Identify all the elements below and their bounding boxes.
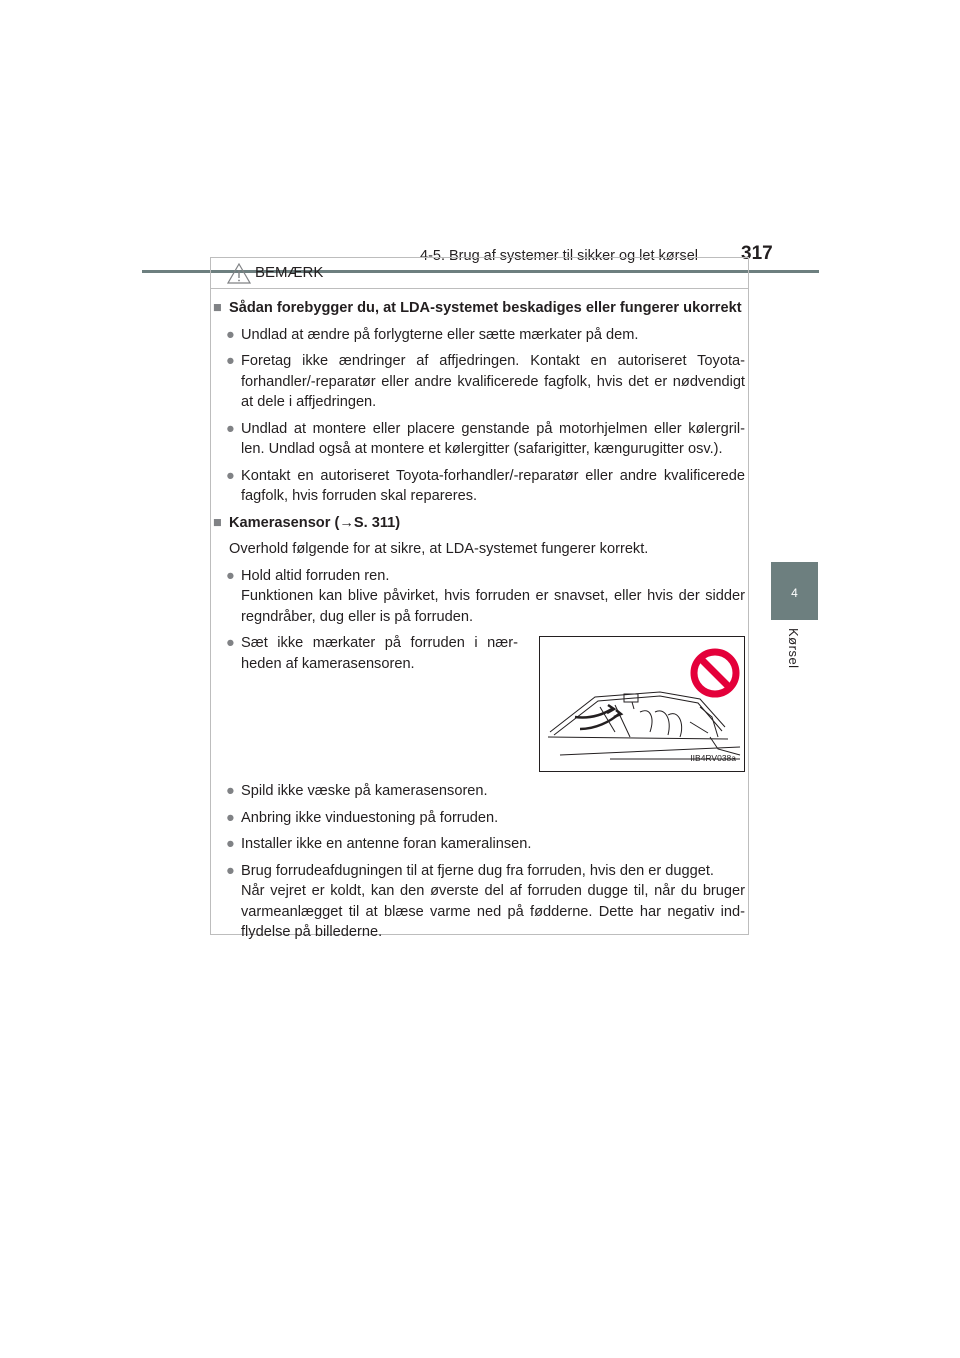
chapter-number: 4 xyxy=(791,586,798,600)
list-item-text: Undlad at ændre på forlygterne eller sætte mærkater på dem. xyxy=(241,326,639,343)
list-item-line: Brug forrudeafdugningen til at fjerne dug fra forruden, hvis den er dugget. xyxy=(241,862,714,879)
bullet-icon: ● xyxy=(226,809,235,826)
list-item xyxy=(213,834,745,855)
list-item xyxy=(213,566,745,628)
bullet-icon: ● xyxy=(226,862,235,879)
bullet-icon: ● xyxy=(226,353,235,369)
square-bullet-icon: ■ xyxy=(213,514,222,531)
list-item xyxy=(213,325,745,346)
list-item xyxy=(213,351,745,413)
bullet-icon: ● xyxy=(226,420,235,437)
section-heading xyxy=(213,298,745,319)
list-item-line: Når vejret er koldt, kan den øverste del af forruden dugge til, når du bruger varmeanlægget til at blæse varme ned på fødderne. Dette har negativ ind-flydelse på billederne. xyxy=(241,883,745,940)
section-heading xyxy=(213,513,745,534)
warning-triangle-icon xyxy=(227,263,251,289)
chapter-label: Kørsel xyxy=(786,628,801,669)
section-heading-text: Kamerasensor (→S. 311) xyxy=(229,514,401,531)
list-item xyxy=(213,808,745,829)
bullet-icon: ● xyxy=(226,326,235,343)
section-title: 4-5. Brug af systemer til sikker og let kørsel xyxy=(420,248,698,264)
section-intro: Overhold følgende for at sikre, at LDA-systemet fungerer korrekt. xyxy=(229,541,649,557)
list-item-line: Funktionen kan blive påvirket, hvis forruden er snavset, eller hvis der sidder regndråber, dug eller is på forruden. xyxy=(241,588,745,625)
bullet-icon: ● xyxy=(226,467,235,484)
list-item-text: Foretag ikke ændringer af affjedringen. Kontakt en autoriseret Toyota-forhandler/-reparatør eller andre kvalificerede fagfolk, hvis det er nødvendigt at dele i affjedringen. xyxy=(241,353,745,410)
notice-header xyxy=(211,258,748,289)
list-item-text: Installer ikke en antenne foran kameralinsen. xyxy=(241,836,532,852)
figure-code: IIB4RV038a xyxy=(690,752,736,763)
section-heading-text: Sådan forebygger du, at LDA-systemet beskadiges eller fungerer ukorrekt xyxy=(229,300,742,316)
list-item xyxy=(213,781,745,802)
chapter-tab xyxy=(771,562,818,620)
list-item-text xyxy=(241,566,745,628)
bullet-icon: ● xyxy=(226,635,235,651)
bullet-with-figure xyxy=(213,633,745,773)
list-item-text xyxy=(241,861,745,943)
list-item-text: Anbring ikke vinduestoning på forruden. xyxy=(241,809,499,826)
bullet-icon: ● xyxy=(226,783,235,799)
bullet-icon: ● xyxy=(226,567,235,584)
page-number: 317 xyxy=(741,243,773,264)
list-item xyxy=(213,633,518,674)
list-item-text: Sæt ikke mærkater på forruden i nær-heden af kamerasensoren. xyxy=(241,635,518,672)
list-item xyxy=(213,466,745,507)
list-item-text: Spild ikke væske på kamerasensoren. xyxy=(241,783,488,799)
list-item-text: Kontakt en autoriseret Toyota-forhandler/-reparatør eller andre kvalificerede fagfolk, hvis forruden skal repareres. xyxy=(241,467,745,504)
notice-title: BEMÆRK xyxy=(255,264,324,281)
windshield-illustration xyxy=(539,636,745,772)
list-item-line: Hold altid forruden ren. xyxy=(241,567,390,584)
prohibition-icon xyxy=(689,647,741,699)
list-item-text: Undlad at montere eller placere genstande på motorhjelmen eller kølergril-len. Undlad også at montere et kølergitter (safarigitter, kængurugitter osv.). xyxy=(241,420,745,457)
list-item xyxy=(213,861,745,943)
list-item xyxy=(213,419,745,460)
notice-content xyxy=(213,298,745,949)
bullet-icon: ● xyxy=(226,836,235,852)
square-bullet-icon: ■ xyxy=(213,300,222,316)
